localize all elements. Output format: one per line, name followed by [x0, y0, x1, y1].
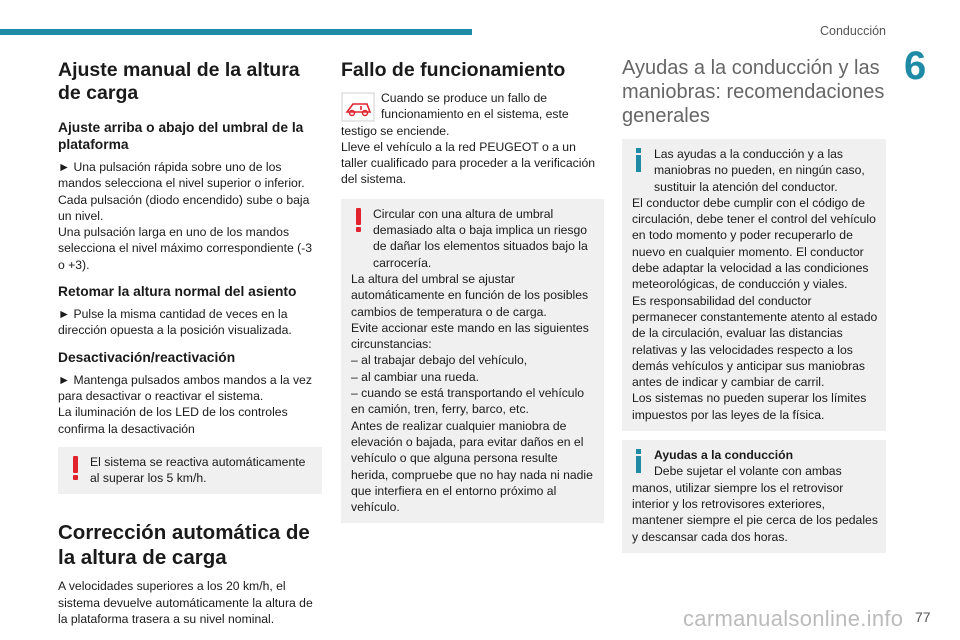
paragraph: A velocidades superiores a los 20 km/h, el sistema devuelve automáticamente la altura de la plataforma trasera a su nivel nominal. [58, 579, 313, 627]
deactivation-text [58, 372, 322, 437]
warning-text: Circular con una altura de umbral demasiado alta o baja implica un riesgo de dañar los elementos situados bajo la carrocería. [373, 206, 588, 270]
warning-text: Antes de realizar cualquier maniobra de elevación o bajada, para evitar daños en el vehículo o que alguna persona resulte herida, compruebe que no hay nada ni nadie que interfiera en el entorno próximo al vehículo. [351, 418, 593, 515]
heading-malfunction: Fallo de funcionamiento [341, 59, 566, 81]
column-middle [341, 56, 604, 523]
info-text: Las ayudas a la conducción y a las maniobras no pueden, en ningún caso, sustituir la atención del conductor. [654, 147, 865, 194]
column-right [622, 56, 886, 553]
heading-auto-correction: Corrección automática de la altura de carga [58, 521, 310, 570]
paragraph: ► Una pulsación rápida sobre uno de los mandos selecciona el nivel superior o inferior. [58, 160, 305, 191]
watermark-text: carmanualsonline.info [683, 606, 904, 631]
warning-text: La altura del umbral se ajustar automáticamente en función de los posibles cambios de temperatura o de carga. [351, 271, 589, 319]
header-accent-bar [0, 29, 472, 35]
warning-list-item: – al trabajar debajo del vehículo, [351, 353, 528, 368]
info-box-driving-aids [622, 440, 886, 553]
threshold-text [58, 159, 322, 273]
subheading-threshold: Ajuste arriba o abajo del umbral de la plataforma [58, 120, 304, 152]
warning-box-reactivation [58, 447, 322, 495]
heading-driving-aids: Ayudas a la conducción y las maniobras: recomendaciones generales [622, 57, 885, 127]
info-text: Es responsabilidad del conductor permanecer constantemente atento al estado de la circulación, evaluar las distancias relativas y las velocidades respecto a los demás vehículos y anticipar sus maniobras antes de indicar y cambiar de carril. [632, 293, 878, 390]
info-icon [634, 148, 642, 172]
page-number: 77 [915, 609, 931, 625]
paragraph: Cuando se produce un fallo de funcionamiento en el sistema, este testigo se enciende. [341, 91, 569, 138]
paragraph: Una pulsación larga en uno de los mandos selecciona el nivel máximo correspondiente (-3 o +3). [58, 225, 313, 272]
chapter-number: 6 [904, 44, 927, 88]
section-title: Conducción [819, 24, 886, 38]
warning-box-threshold [341, 199, 604, 524]
heading-manual-adjust: Ajuste manual de la altura de carga [58, 59, 300, 104]
info-box-general [622, 139, 886, 431]
subheading-deactivation: Desactivación/reactivación [58, 349, 236, 365]
info-text: Debe sujetar el volante con ambas manos, utilizar siempre los el retrovisor interior y los retrovisores exteriores, mantener siempre el pie cerca de los pedales y descansar cada dos horas. [632, 464, 878, 544]
info-text: Los sistemas no pueden superar los límites impuestos por las leyes de la física. [632, 391, 867, 422]
info-icon [634, 449, 642, 473]
malfunction-block [341, 90, 604, 188]
paragraph: ► Mantenga pulsados ambos mandos a la vez para desactivar o reactivar el sistema. [58, 372, 312, 403]
paragraph: Lleve el vehículo a la red PEUGEOT o a un taller cualificado para proceder a la verificación del sistema. [341, 139, 596, 187]
paragraph: ► Pulse la misma cantidad de veces en la dirección opuesta a la posición visualizada. [58, 307, 292, 338]
warning-text: Evite accionar este mando en las siguientes circunstancias: [351, 320, 589, 352]
paragraph: La iluminación de los LED de los controles confirma la desactivación [58, 405, 288, 436]
info-title: Ayudas a la conducción [654, 448, 794, 463]
warning-list-item: – cuando se está transportando el vehículo en camión, tren, ferry, barco, etc. [351, 386, 585, 417]
suspension-warning-icon [341, 92, 375, 122]
exclamation-icon [72, 456, 78, 480]
paragraph: Cada pulsación (diodo encendido) sube o baja un nivel. [58, 192, 310, 223]
subheading-normal-height: Retomar la altura normal del asiento [58, 284, 297, 300]
normal-height-text [58, 306, 322, 339]
exclamation-icon [355, 208, 361, 232]
warning-list-item: – al cambiar una rueda. [351, 369, 480, 384]
info-text: El conductor debe cumplir con el código de circulación, debe tener el control del vehículo en todo momento y poder recuperarlo de nuevo en cualquier momento. El conductor debe adaptar la velocidad a las condiciones meteorológicas, de conducción y viales. [632, 195, 876, 292]
warning-text: El sistema se reactiva automáticamente al superar los 5 km/h. [90, 454, 306, 486]
column-left [58, 56, 322, 627]
